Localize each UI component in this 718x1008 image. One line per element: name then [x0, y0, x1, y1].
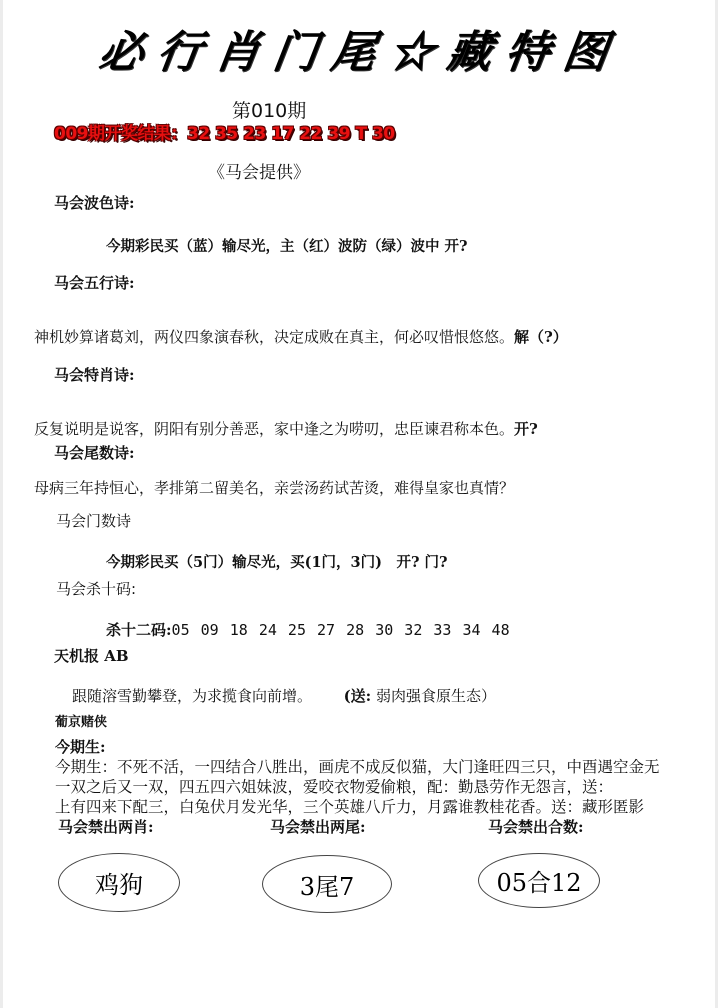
tianji-poem — [72, 685, 496, 706]
this-issue-label: 今期生: — [55, 738, 106, 756]
ban-zodiac-label: 马会禁出两肖: — [58, 818, 154, 836]
this-issue-line-2: 一双之后又一双，四五四六姐妹波，爱咬衣物爱偷粮，配：勤恳劳作无怨言，送： — [55, 778, 614, 796]
kill-twelve-numbers: 05 09 18 24 25 27 28 30 32 33 34 48 — [171, 621, 510, 639]
source-credit: 《马会提供》 — [208, 163, 310, 183]
five-elements-label: 马会五行诗: — [54, 274, 135, 292]
ban-sum-ellipse — [478, 853, 600, 908]
tail-number-label: 马会尾数诗: — [54, 444, 135, 462]
ban-tail-ellipse — [262, 855, 392, 913]
five-elements-hint: 解（?） — [514, 328, 568, 346]
this-issue-line-3: 上有四来下配三，白兔伏月发光华，三个英雄八斤力，月露谁教桂花香。送：藏形匿影 — [55, 798, 645, 816]
pujing-label: 葡京赌侠 — [55, 715, 108, 730]
special-zodiac-hint: 开? — [514, 420, 538, 438]
door-number-text: 今期彩民买（5门）输尽光，买(1门，3门) 开? 门? — [106, 554, 448, 571]
kill-ten-label: 马会杀十码: — [56, 580, 137, 598]
kill-twelve-line — [106, 619, 510, 640]
five-elements-poem — [34, 326, 568, 347]
ban-tail-value: 3尾7 — [299, 872, 355, 901]
tianji-gift-text: 弱肉强食原生态） — [376, 687, 497, 705]
wave-color-text: 今期彩民买（蓝）输尽光，主（红）波防（绿）波中 开? — [106, 238, 468, 255]
ban-tail-label: 马会禁出两尾: — [270, 818, 366, 836]
issue-number: 第010期 — [232, 100, 307, 122]
tianji-gift-label: (送: — [343, 687, 372, 705]
page-title: 必行肖门尾☆藏特图 — [95, 27, 625, 78]
kill-twelve-label: 杀十二码: — [106, 621, 172, 639]
tail-number-poem: 母病三年持恒心，孝排第二留美名，亲尝汤药试苦烫，难得皇家也真情？ — [34, 479, 515, 497]
five-elements-text: 神机妙算诸葛刘，两仪四象演春秋，决定成败在真主，何必叹惜恨悠悠。 — [34, 328, 515, 346]
ban-zodiac-value: 鸡狗 — [95, 871, 143, 899]
this-issue-line-1: 今期生：不死不活，一四结合八胜出，画虎不成反似猫，大门逢旺四三只，中酉遇空金无 — [55, 758, 660, 776]
special-zodiac-label: 马会特肖诗: — [54, 366, 135, 384]
door-number-label: 马会门数诗 — [56, 512, 132, 530]
special-zodiac-text: 反复说明是说客，阴阳有别分善恶，家中逢之为唠叨，忠臣谏君称本色。 — [34, 420, 515, 438]
ban-sum-value: 05合12 — [496, 869, 582, 897]
tianji-text: 跟随溶雪勤攀登，为求揽食向前增。 — [72, 687, 313, 705]
ban-sum-label: 马会禁出合数: — [488, 818, 584, 836]
last-draw-result: 009期开奖结果：32 35 23 17 22 39 T 30 — [54, 124, 395, 144]
tianji-label: 天机报 AB — [54, 647, 129, 665]
special-zodiac-poem — [34, 418, 538, 439]
wave-color-label: 马会波色诗: — [54, 194, 135, 212]
ban-zodiac-ellipse — [58, 853, 180, 912]
page-border-left — [0, 0, 3, 1008]
